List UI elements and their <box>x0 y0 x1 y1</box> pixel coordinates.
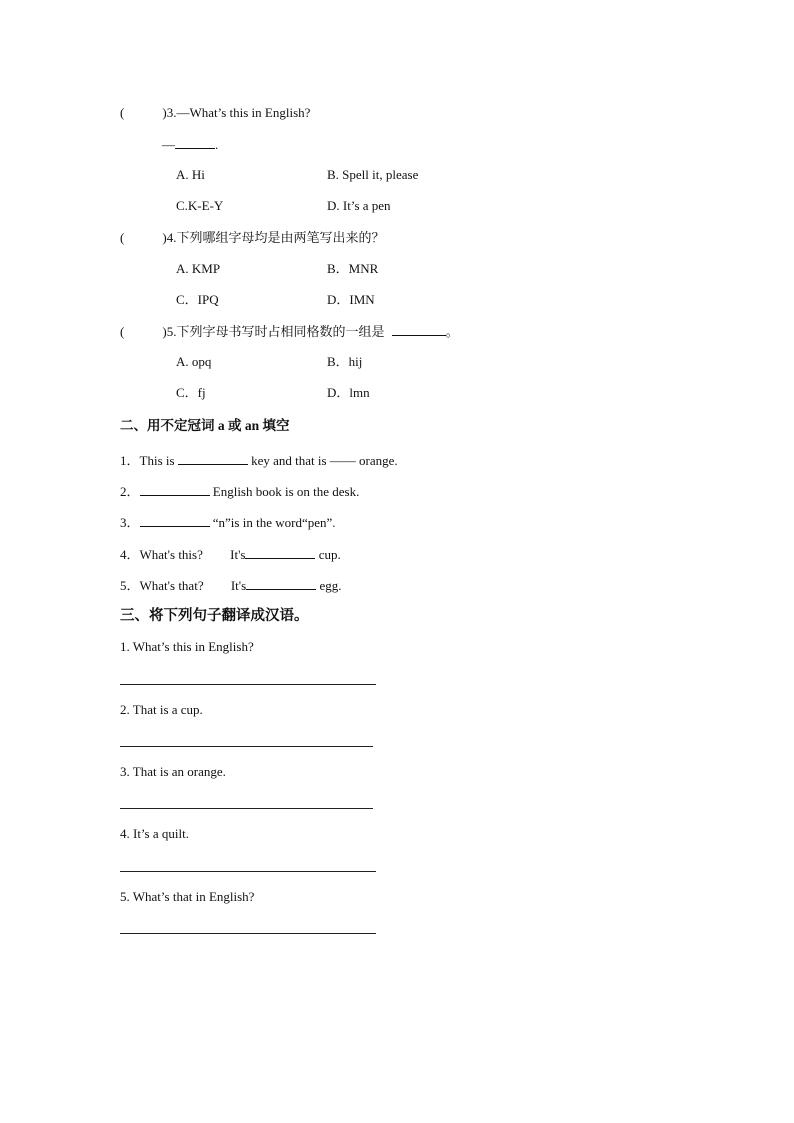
fill-item: 4．What's this? It's cup. <box>120 547 341 562</box>
option-b[interactable]: B. Spell it, please <box>327 167 419 182</box>
option-b[interactable]: B．hij <box>327 354 363 369</box>
option-b[interactable]: B．MNR <box>327 261 379 276</box>
option-c[interactable]: C.K-E-Y <box>176 198 224 213</box>
question-3-text: 3.—What’s this in English? <box>166 105 311 120</box>
translate-item: 1. What’s this in English? <box>120 639 254 654</box>
question-4-text: 4.下列哪组字母均是由两笔写出来的？ <box>166 230 385 245</box>
translate-item: 2. That is a cup. <box>120 702 203 717</box>
fill-item: 1．This is key and that is —— orange. <box>120 453 398 468</box>
fill-item: 3． “n”is in the word“pen”. <box>120 515 336 530</box>
question-4 <box>120 230 384 246</box>
answer-paren[interactable]: ( ) <box>120 230 167 245</box>
option-a[interactable]: A. Hi <box>176 167 205 182</box>
fill-blank[interactable] <box>245 546 315 559</box>
fill-item: 5．What's that? It's egg. <box>120 578 342 593</box>
translate-item: 4. It’s a quilt. <box>120 826 189 841</box>
option-a[interactable]: A. KMP <box>176 261 221 276</box>
answer-line[interactable] <box>120 746 373 747</box>
option-c[interactable]: C．IPQ <box>176 292 219 307</box>
section-2-heading: 二、用不定冠词 a 或 an 填空 <box>120 418 290 433</box>
question-3 <box>120 105 310 121</box>
fill-blank[interactable] <box>178 452 248 465</box>
answer-line[interactable] <box>120 808 373 809</box>
translate-item: 5. What’s that in English? <box>120 889 255 904</box>
answer-line[interactable] <box>120 871 376 872</box>
option-d[interactable]: D．IMN <box>327 292 375 307</box>
option-d[interactable]: D．lmn <box>327 385 370 400</box>
question-5: ( )5.下列字母书写时占相同格数的一组是 。 <box>120 324 459 339</box>
answer-blank[interactable] <box>392 323 446 336</box>
fill-blank[interactable] <box>140 514 210 527</box>
answer-blank[interactable] <box>175 136 215 149</box>
question-3-answer-line: — . <box>162 137 219 152</box>
fill-blank[interactable] <box>140 483 210 496</box>
answer-line[interactable] <box>120 684 376 685</box>
question-5-text: 5.下列字母书写时占相同格数的一组是 <box>166 324 385 339</box>
option-d[interactable]: D. It’s a pen <box>327 198 391 213</box>
fill-item: 2． English book is on the desk. <box>120 484 360 499</box>
option-c[interactable]: C．fj <box>176 385 206 400</box>
answer-paren[interactable]: ( ) <box>120 105 167 120</box>
answer-line[interactable] <box>120 933 376 934</box>
fill-blank[interactable] <box>246 577 316 590</box>
translate-item: 3. That is an orange. <box>120 764 226 779</box>
section-3-heading: 三、将下列句子翻译成汉语。 <box>120 608 309 624</box>
answer-paren[interactable]: ( ) <box>120 324 167 339</box>
option-a[interactable]: A. opq <box>176 354 212 369</box>
